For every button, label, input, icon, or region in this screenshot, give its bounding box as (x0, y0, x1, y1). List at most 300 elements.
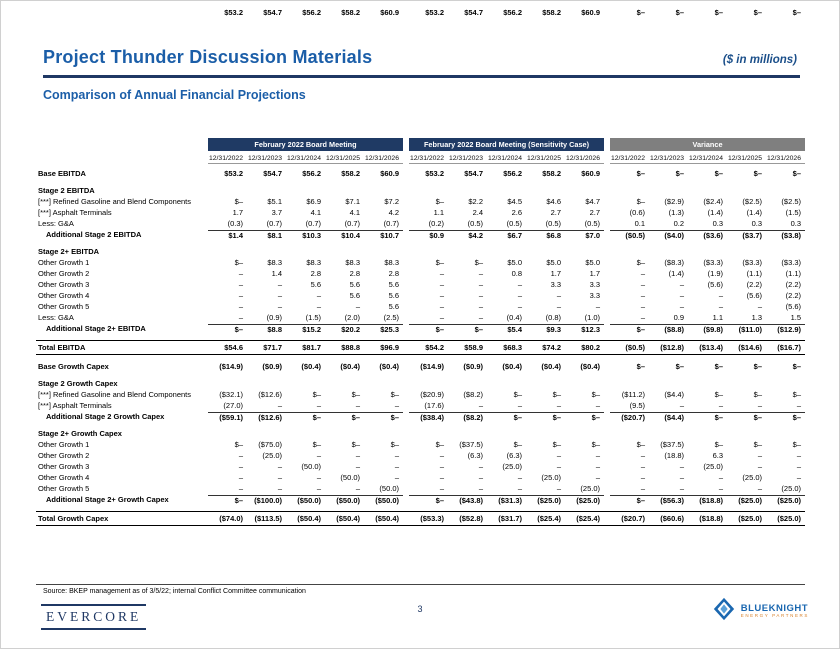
table-cell: $20.2 (325, 324, 364, 334)
table-cell: – (757, 401, 762, 410)
table-cell: ($20.7) (610, 412, 649, 422)
blueknight-subtext: ENERGY PARTNERS (740, 613, 809, 619)
table-cell: ($32.1) (219, 390, 243, 399)
table-cell: ($20.7) (621, 514, 645, 523)
table-cell: $25.3 (364, 324, 403, 334)
table-cell: ($75.0) (258, 440, 282, 449)
table-cell: 12/31/2022 (409, 151, 448, 164)
table-cell: – (478, 473, 483, 482)
table-cell: ($18.8) (699, 514, 723, 523)
table-cell: ($50.0) (325, 495, 364, 505)
table-cell: $– (513, 440, 522, 449)
table-cell: 5.6 (349, 280, 360, 289)
table-cell: – (640, 473, 645, 482)
table-cell: – (718, 291, 723, 300)
table-row (36, 411, 805, 422)
table-cell: $– (636, 169, 645, 178)
table-cell: – (796, 451, 801, 460)
table-cell: – (556, 451, 561, 460)
table-cell: – (316, 473, 321, 482)
table-cell: – (439, 302, 444, 311)
table-cell: – (517, 401, 522, 410)
table-cell: $5.4 (487, 324, 526, 334)
table-cell: – (439, 484, 444, 493)
table-cell: – (277, 462, 282, 471)
table-cell: ($18.8) (688, 495, 727, 505)
row-label: Total Growth Capex (38, 514, 109, 523)
table-cell: $– (526, 412, 565, 422)
table-cell: $80.2 (581, 343, 600, 352)
table-cell: $10.4 (325, 230, 364, 240)
table-cell: $53.2 (224, 169, 243, 178)
table-cell: ($3.3) (781, 258, 801, 267)
table-cell: – (556, 462, 561, 471)
table-row (36, 511, 805, 526)
table-cell: (0.7) (344, 219, 360, 228)
table-cell: ($11.0) (727, 324, 766, 334)
table-cell: 0.3 (712, 219, 723, 228)
table-cell: – (757, 302, 762, 311)
table-cell: (0.7) (305, 219, 321, 228)
table-cell: $58.9 (464, 343, 483, 352)
table-cell: ($12.9) (766, 324, 805, 334)
table-cell: $– (390, 440, 399, 449)
table-cell: – (277, 302, 282, 311)
table-cell: – (478, 302, 483, 311)
table-cell: 12/31/2025 (325, 151, 364, 164)
table-cell: – (238, 269, 243, 278)
table-cell: $– (610, 324, 649, 334)
table-cell: 1.1 (433, 208, 444, 217)
table-cell: $54.7 (464, 8, 483, 17)
table-cell: 3.3 (589, 280, 600, 289)
table-cell: ($74.0) (219, 514, 243, 523)
table-cell: $60.9 (380, 169, 399, 178)
table-cell: ($2.5) (742, 197, 762, 206)
table-cell: 0.3 (751, 219, 762, 228)
table-cell: ($25.0) (766, 495, 805, 505)
table-cell: (0.8) (545, 313, 561, 322)
title-rule (43, 75, 800, 78)
table-cell: – (277, 291, 282, 300)
table-row (36, 494, 805, 505)
table-cell: $71.7 (263, 343, 282, 352)
row-label: Less: G&A (38, 219, 74, 228)
table-cell: 0.8 (511, 269, 522, 278)
table-cell: $– (636, 8, 645, 17)
table-cell: 12/31/2025 (526, 151, 565, 164)
table-row (36, 450, 805, 461)
table-cell: – (517, 280, 522, 289)
blueknight-icon (712, 597, 736, 626)
table-cell: ($25.0) (777, 514, 801, 523)
table-cell: $4.2 (448, 230, 487, 240)
table-cell: (0.7) (383, 219, 399, 228)
table-cell: $– (688, 412, 727, 422)
table-cell: ($20.9) (420, 390, 444, 399)
table-cell: – (595, 462, 600, 471)
table-cell: – (478, 280, 483, 289)
table-cell: – (277, 484, 282, 493)
table-cell: – (718, 302, 723, 311)
table-row (36, 196, 805, 207)
table-cell: (18.8) (664, 451, 684, 460)
row-label: Additional Stage 2+ EBITDA (46, 324, 146, 333)
table-cell: $– (675, 362, 684, 371)
table-cell: – (394, 451, 399, 460)
table-cell: 12/31/2026 (766, 151, 805, 164)
table-cell: (25.0) (541, 473, 561, 482)
table-cell: ($3.8) (766, 230, 805, 240)
table-cell: $56.2 (503, 169, 522, 178)
table-cell: – (640, 484, 645, 493)
table-cell: (6.3) (506, 451, 522, 460)
table-cell: 1.1 (712, 313, 723, 322)
table-cell: $– (364, 412, 403, 422)
table-cell: ($12.8) (660, 343, 684, 352)
table-cell: ($4.4) (664, 390, 684, 399)
table-cell: (50.0) (379, 484, 399, 493)
table-cell: (0.6) (629, 208, 645, 217)
table-cell: – (316, 484, 321, 493)
table-cell: $– (675, 8, 684, 17)
table-cell: (5.6) (785, 302, 801, 311)
column-group-bars (208, 138, 805, 151)
table-row (36, 168, 805, 179)
table-cell: $8.3 (345, 258, 360, 267)
table-cell: $8.3 (306, 258, 321, 267)
table-cell: (1.1) (785, 269, 801, 278)
table-cell: 12/31/2022 (208, 151, 247, 164)
table-cell: $– (714, 390, 723, 399)
table-cell: $74.2 (542, 343, 561, 352)
row-label: Stage 2 Growth Capex (38, 379, 118, 388)
table-cell: $– (792, 8, 801, 17)
table-cell: – (757, 451, 762, 460)
table-cell: 1.7 (232, 208, 243, 217)
table-cell: 12/31/2023 (649, 151, 688, 164)
table-cell: ($4.0) (649, 230, 688, 240)
table-cell: – (718, 473, 723, 482)
table-cell: $58.2 (341, 169, 360, 178)
row-label: Additional Stage 2 EBITDA (46, 230, 142, 239)
table-cell: (1.5) (305, 313, 321, 322)
units-note: ($ in millions) (722, 54, 797, 66)
table-cell: (50.0) (340, 473, 360, 482)
table-cell: 3.3 (589, 291, 600, 300)
table-cell: (0.4) (506, 313, 522, 322)
table-cell: (1.4) (746, 208, 762, 217)
table-cell: (2.2) (785, 291, 801, 300)
table-cell: $6.7 (487, 230, 526, 240)
table-cell: $5.0 (546, 258, 561, 267)
table-row (36, 312, 805, 323)
table-cell: ($4.4) (649, 412, 688, 422)
table-cell: ($2.4) (703, 197, 723, 206)
table-cell: ($0.5) (610, 230, 649, 240)
table-cell: ($100.0) (247, 495, 286, 505)
row-label: Additional Stage 2+ Growth Capex (46, 495, 169, 504)
table-cell: ($37.5) (660, 440, 684, 449)
table-cell: $– (792, 440, 801, 449)
table-cell: ($50.0) (286, 495, 325, 505)
table-cell: 2.4 (472, 208, 483, 217)
table-cell: – (478, 462, 483, 471)
table-cell: – (595, 302, 600, 311)
table-cell: – (277, 473, 282, 482)
table-row-date-headers (36, 151, 805, 164)
table-cell: (0.7) (266, 219, 282, 228)
table-cell: ($3.6) (688, 230, 727, 240)
table-cell: (0.3) (227, 219, 243, 228)
table-row (36, 400, 805, 411)
table-cell: $9.3 (526, 324, 565, 334)
row-label: Stage 2+ EBITDA (38, 247, 100, 256)
table-cell: $– (286, 412, 325, 422)
table-cell: (5.6) (746, 291, 762, 300)
table-row (36, 483, 805, 494)
table-cell: ($0.4) (340, 362, 360, 371)
table-cell: (1.3) (668, 208, 684, 217)
table-row (36, 279, 805, 290)
table-cell: $5.0 (507, 258, 522, 267)
table-cell: $– (234, 197, 243, 206)
table-cell: – (796, 401, 801, 410)
table-cell: – (679, 484, 684, 493)
table-cell: – (439, 291, 444, 300)
table-cell: $– (591, 390, 600, 399)
table-cell: $– (753, 169, 762, 178)
table-cell: ($38.4) (409, 412, 448, 422)
table-cell: 12/31/2023 (448, 151, 487, 164)
table-cell: ($31.7) (498, 514, 522, 523)
table-cell: – (679, 291, 684, 300)
table-cell: ($50.4) (297, 514, 321, 523)
table-cell: $4.6 (546, 197, 561, 206)
table-cell: $– (753, 390, 762, 399)
table-cell: 0.3 (790, 219, 801, 228)
table-cell: ($113.5) (254, 514, 282, 523)
table-cell: ($0.4) (379, 362, 399, 371)
table-cell: $12.3 (565, 324, 604, 334)
table-cell: $53.2 (425, 8, 444, 17)
projections-table (36, 138, 805, 526)
table-cell: – (517, 302, 522, 311)
table-cell: $10.7 (364, 230, 403, 240)
table-cell: $81.7 (302, 343, 321, 352)
table-cell: $10.3 (286, 230, 325, 240)
table-cell: – (439, 462, 444, 471)
table-cell: $54.7 (263, 8, 282, 17)
table-cell: – (640, 462, 645, 471)
table-cell: 5.6 (310, 280, 321, 289)
blueknight-name: BLUEKNIGHT (740, 602, 809, 614)
slide-title: Project Thunder Discussion Materials (43, 47, 373, 67)
table-cell: $0.9 (409, 230, 448, 240)
table-cell: – (238, 280, 243, 289)
table-cell: $– (714, 362, 723, 371)
table-cell: 5.6 (388, 302, 399, 311)
table-cell: 12/31/2024 (487, 151, 526, 164)
table-cell: (25.0) (262, 451, 282, 460)
table-cell: (25.0) (703, 462, 723, 471)
table-cell: – (238, 451, 243, 460)
table-cell: ($14.9) (420, 362, 444, 371)
table-cell: $– (390, 390, 399, 399)
table-cell: (25.0) (580, 484, 600, 493)
table-cell: $5.0 (585, 258, 600, 267)
table-cell: – (394, 462, 399, 471)
table-cell: $– (610, 495, 649, 505)
table-cell: ($13.4) (699, 343, 723, 352)
table-cell: – (478, 484, 483, 493)
table-cell: $– (513, 390, 522, 399)
table-cell: $– (591, 440, 600, 449)
table-cell: $60.9 (380, 8, 399, 17)
table-cell: ($3.3) (742, 258, 762, 267)
table-cell: ($0.9) (463, 362, 483, 371)
table-cell: ($8.3) (664, 258, 684, 267)
table-cell: $– (448, 324, 487, 334)
table-cell: $58.2 (341, 8, 360, 17)
table-cell: ($31.3) (487, 495, 526, 505)
table-cell: – (316, 291, 321, 300)
table-row (36, 378, 805, 389)
table-cell: 6.3 (712, 451, 723, 460)
blueknight-logo (712, 597, 809, 626)
row-label: [***] Asphalt Terminals (38, 401, 112, 410)
table-cell: $– (753, 362, 762, 371)
page-number: 3 (417, 604, 423, 614)
table-row (36, 361, 805, 372)
table-cell: (17.6) (424, 401, 444, 410)
table-cell: ($0.4) (541, 362, 561, 371)
table-cell: 12/31/2024 (286, 151, 325, 164)
table-row (36, 340, 805, 355)
table-cell: $58.2 (542, 8, 561, 17)
table-cell: $6.8 (526, 230, 565, 240)
table-cell: ($25.4) (537, 514, 561, 523)
table-cell: 12/31/2023 (247, 151, 286, 164)
table-cell: 3.3 (550, 280, 561, 289)
table-cell: – (640, 313, 645, 322)
table-cell: 3.7 (271, 208, 282, 217)
table-cell: $7.2 (384, 197, 399, 206)
row-label: Other Growth 2 (38, 451, 90, 460)
table-cell: – (757, 484, 762, 493)
table-cell: $– (208, 495, 247, 505)
table-cell: – (316, 451, 321, 460)
row-label: Additional Stage 2 Growth Capex (46, 412, 165, 421)
table-cell: – (679, 302, 684, 311)
table-cell: $96.9 (380, 343, 399, 352)
table-cell: – (640, 302, 645, 311)
table-cell: (1.0) (584, 313, 600, 322)
row-label: Other Growth 2 (38, 269, 90, 278)
table-cell: (1.4) (668, 269, 684, 278)
table-cell: $– (636, 440, 645, 449)
table-cell: – (238, 313, 243, 322)
table-cell: 0.1 (634, 219, 645, 228)
table-cell: – (679, 280, 684, 289)
table-cell: 12/31/2026 (565, 151, 604, 164)
table-row (36, 207, 805, 218)
row-label: Less: G&A (38, 313, 74, 322)
table-cell: – (394, 401, 399, 410)
table-cell: – (517, 484, 522, 493)
table-cell: $53.2 (224, 8, 243, 17)
table-cell: ($8.2) (463, 390, 483, 399)
table-cell: ($0.4) (301, 362, 321, 371)
table-cell: 12/31/2025 (727, 151, 766, 164)
table-cell: $56.2 (302, 8, 321, 17)
table-cell: $8.8 (247, 324, 286, 334)
table-cell: (1.9) (707, 269, 723, 278)
table-cell: $1.4 (208, 230, 247, 240)
table-cell: 2.7 (589, 208, 600, 217)
table-row (36, 472, 805, 483)
table-cell: (1.5) (785, 208, 801, 217)
table-cell: – (355, 401, 360, 410)
table-cell: – (517, 473, 522, 482)
table-cell: $7.1 (345, 197, 360, 206)
table-cell: ($53.3) (420, 514, 444, 523)
table-cell: – (640, 280, 645, 289)
table-cell: (0.5) (467, 219, 483, 228)
evercore-wordmark: EVERCORE (41, 604, 146, 630)
table-cell: ($0.4) (580, 362, 600, 371)
table-cell: 0.9 (673, 313, 684, 322)
table-cell: ($37.5) (459, 440, 483, 449)
table-cell: $– (234, 258, 243, 267)
table-cell: – (439, 269, 444, 278)
table-cell: (2.2) (785, 280, 801, 289)
table-cell: (25.0) (742, 473, 762, 482)
table-cell: $– (792, 390, 801, 399)
row-label: Other Growth 4 (38, 291, 90, 300)
table-row (36, 323, 805, 334)
table-cell: 4.1 (310, 208, 321, 217)
table-cell: $15.2 (286, 324, 325, 334)
table-cell: $– (565, 412, 604, 422)
table-cell: ($50.4) (375, 514, 399, 523)
table-cell: $– (351, 440, 360, 449)
table-cell: (25.0) (781, 484, 801, 493)
table-cell: ($2.5) (781, 197, 801, 206)
table-cell: $60.9 (581, 8, 600, 17)
table-cell: ($25.4) (576, 514, 600, 523)
table-row (36, 290, 805, 301)
table-cell: – (478, 291, 483, 300)
table-cell: 5.6 (388, 280, 399, 289)
table-cell: $– (474, 258, 483, 267)
table-cell: – (238, 291, 243, 300)
table-cell: 12/31/2026 (364, 151, 403, 164)
table-cell: (27.0) (223, 401, 243, 410)
table-cell: ($56.3) (649, 495, 688, 505)
table-cell: ($11.2) (621, 390, 645, 399)
table-cell: (0.5) (506, 219, 522, 228)
table-cell: 1.3 (751, 313, 762, 322)
row-label: Total EBITDA (38, 343, 86, 352)
table-cell: – (679, 462, 684, 471)
table-cell: – (439, 313, 444, 322)
table-cell: $– (435, 258, 444, 267)
table-cell: $– (351, 390, 360, 399)
table-cell: $– (325, 412, 364, 422)
table-cell: ($50.0) (364, 495, 403, 505)
table-cell: (0.2) (428, 219, 444, 228)
